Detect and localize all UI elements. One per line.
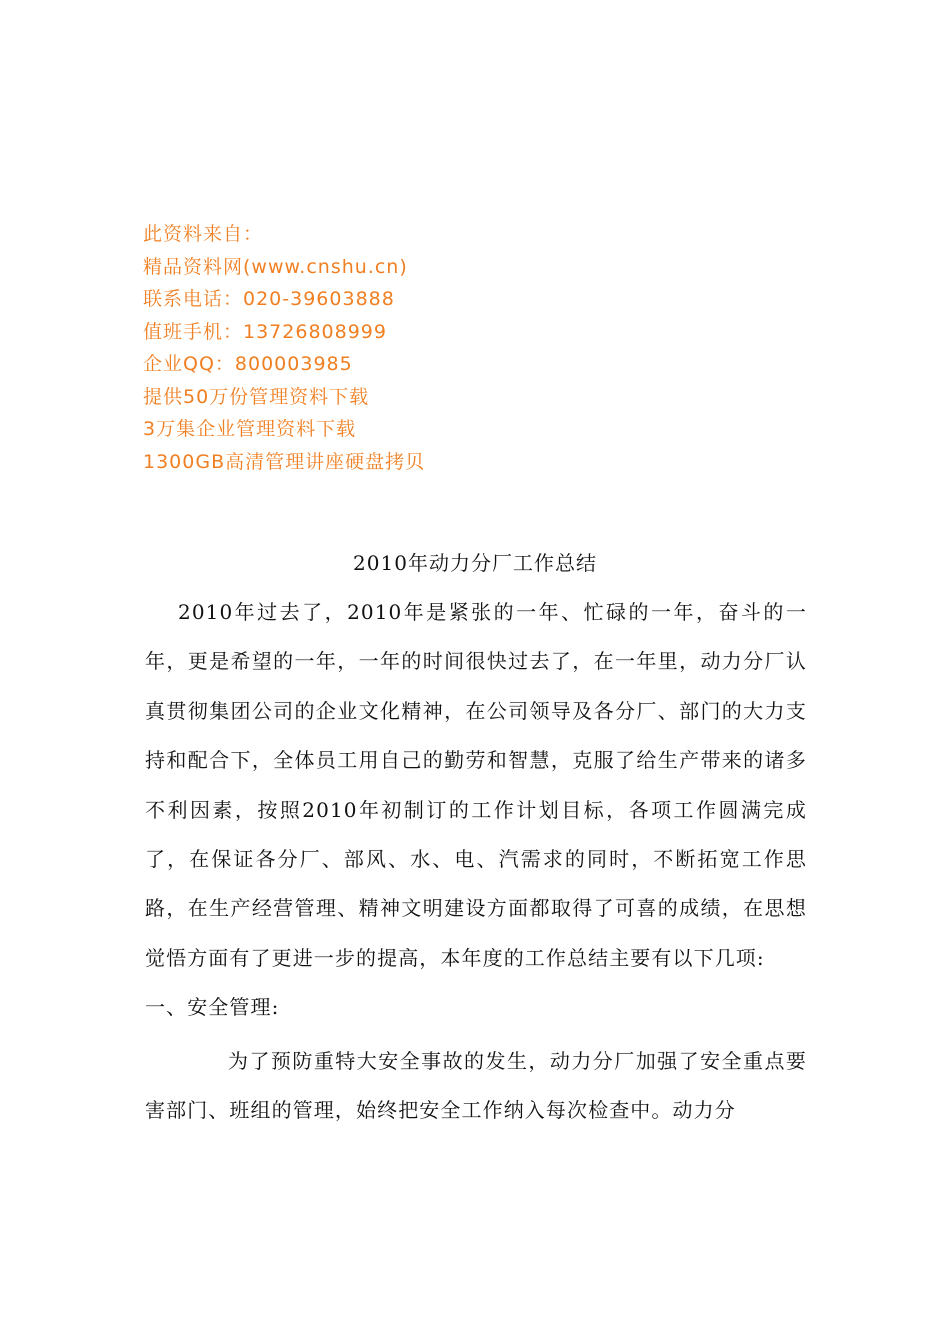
safety-paragraph: 为了预防重特大安全事故的发生，动力分厂加强了安全重点要害部门、班组的管理，始终把安全工作纳入每次检查中。动力分: [145, 1048, 807, 1123]
source-line-website: 精品资料网(www.cnshu.cn): [143, 255, 408, 278]
section-heading-safety: 一、安全管理:: [145, 995, 280, 1020]
source-info-block: [143, 218, 643, 478]
source-line-offer-1: 提供50万份管理资料下载: [143, 385, 370, 408]
document-body: [145, 588, 807, 1135]
source-line-origin: 此资料来自：: [143, 223, 264, 245]
document-title: 2010年动力分厂工作总结: [353, 551, 597, 575]
source-line-qq: 企业QQ：800003985: [143, 353, 353, 375]
source-line-offer-3: 1300GB高清管理讲座硬盘拷贝: [143, 450, 426, 473]
source-line-offer-2: 3万集企业管理资料下载: [143, 418, 357, 440]
source-line-mobile: 值班手机：13726808999: [143, 320, 387, 343]
intro-paragraph: 2010年过去了，2010年是紧张的一年、忙碌的一年，奋斗的一年，更是希望的一年，一年的时间很快过去了，在一年里，动力分厂认真贯彻集团公司的企业文化精神，在公司领导及各分厂、部门的大力支持和配合下，全体员工用自己的勤劳和智慧，克服了给生产带来的诸多不利因素，按照2010年初制订的工作计划目标，各项工作圆满完成了，在保证各分厂、部风、水、电、汽需求的同时，不断拓宽工作思路，在生产经营管理、精神文明建设方面都取得了可喜的成绩，在思想觉悟方面有了更进一步的提高，本年度的工作总结主要有以下几项:: [145, 600, 807, 970]
source-line-phone: 联系电话：020-39603888: [143, 288, 395, 310]
